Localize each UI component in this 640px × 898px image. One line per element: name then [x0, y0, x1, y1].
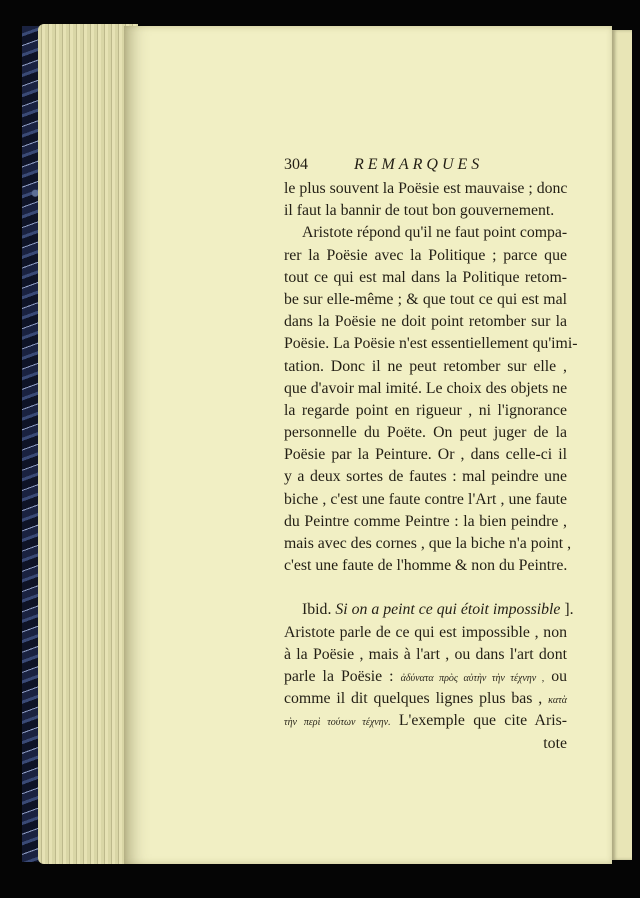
text-line: tation. Donc il ne peut retomber sur elle , [284, 357, 567, 375]
greek-quotation: κατὰ [548, 695, 567, 707]
text-line [284, 599, 574, 621]
ibid-label: Ibid. [302, 601, 332, 619]
text-line: tout ce qui est mal dans la Politique retom- [284, 268, 567, 286]
text-line: dans la Poësie ne doit point retomber sur la [284, 313, 567, 331]
text-line: personnelle du Poëte. On peut juger de la [284, 424, 567, 442]
paragraph-ibid [284, 599, 574, 732]
paragraph-aristote [284, 222, 578, 577]
text-line: Aristote parle de ce qui est impossible , non [284, 623, 567, 641]
text-line [284, 666, 567, 688]
text-line: y a deux sortes de fautes : mal peindre une [284, 468, 567, 486]
paragraph-continued [284, 178, 567, 222]
line-text: parle la Poësie : [284, 667, 394, 685]
page-number: 304 [284, 156, 308, 173]
line-text: L'exemple que cite Aris- [398, 712, 568, 730]
page-header [284, 156, 567, 178]
text-line: Aristote répond qu'il ne faut point compa- [302, 224, 568, 242]
closing-bracket: ]. [564, 601, 574, 619]
text-line [284, 710, 567, 732]
text-line: du Peintre comme Peintre : la bien peindre , [284, 512, 567, 530]
text-line: il faut la bannir de tout bon gouvernement. [284, 202, 555, 220]
paragraph-gap [284, 577, 567, 599]
running-head: REMARQUES [354, 156, 484, 173]
text-line: rer la Poësie avec la Politique ; parce que [284, 246, 567, 264]
line-text: comme il dit quelques lignes plus bas , [284, 690, 543, 708]
quoted-lemma: Si on a peint ce qui étoit impossible [335, 601, 561, 619]
text-line: biche , c'est une faute contre l'Art , une faute [284, 490, 567, 508]
text-line: le plus souvent la Poësie est mauvaise ; donc [284, 180, 568, 197]
page-text [284, 156, 578, 755]
facing-page-edge [612, 30, 632, 860]
text-line: que d'avoir mal imité. Le choix des objets ne [284, 379, 568, 397]
greek-quotation: ἀδύνατα πρὸς αὐτὴν τὴν τέχνην , [400, 672, 545, 684]
text-line: Poësie par la Peinture. Or , dans celle-ci il [284, 446, 567, 464]
text-line: mais avec des cornes , que la biche n'a point , [284, 535, 572, 552]
text-line: be sur elle-même ; & que tout ce qui est mal [284, 290, 567, 308]
text-line [284, 688, 567, 710]
line-text: ou [551, 667, 568, 685]
text-line: la regarde point en rigueur , ni l'ignorance [284, 401, 567, 419]
text-line: Poësie. La Poësie n'est essentiellement qu'imi- [284, 335, 578, 353]
text-line: à la Poësie , mais à l'art , ou dans l'art dont [284, 645, 567, 663]
page-stack-edge [38, 24, 138, 864]
greek-quotation: τὴν περὶ τούτων τέχνην. [284, 717, 391, 729]
text-line: c'est une faute de l'homme & non du Peintre. [284, 557, 568, 575]
catchword: tote [543, 734, 567, 752]
